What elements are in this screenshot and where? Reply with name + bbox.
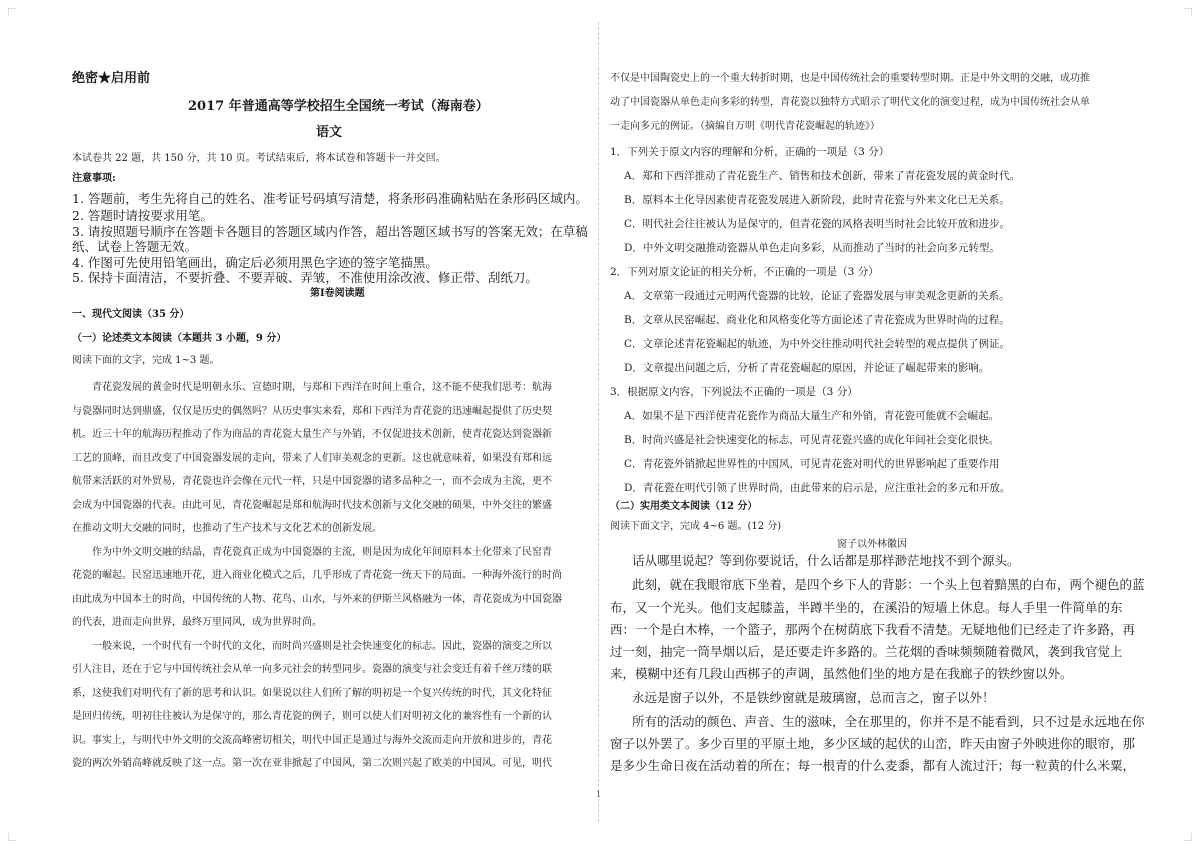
page-number: 1 [596, 790, 602, 799]
passage-line: 是回归传统，明初往往被认为是保守的，那么青花瓷的例子，则可以使人们对明初文化的兼容性有一个新的认 [72, 711, 552, 722]
passage-line: 引人注目，还在于它与中国传统社会从单一向多元社会的转型同步。瓷器的演变与社会变迁有着千丝万缕的联 [72, 664, 552, 675]
question-2-option-d: D．文章提出问题之后，分析了青花瓷崛起的原因，并论证了崛起带来的影响。 [624, 362, 990, 374]
passage-line: 青花瓷发展的黄金时代是明朝永乐、宣德时期，与郑和下西洋在时间上重合，这不能不使我们思考：航海 [92, 382, 552, 393]
passage-line: 由此成为中国本土的时尚，中国传统的人物、花鸟、山水，与外来的伊斯兰风格融为一体，青花瓷成为中国瓷器 [72, 594, 562, 605]
notice-heading: 注意事项: [72, 173, 116, 184]
question-2-option-a: A．文章第一段通过元明两代瓷器的比较，论证了瓷器发展与审美观念更新的关系。 [624, 290, 1010, 302]
essay-line: 来，模糊中还有几段山西梆子的声调，虽然他们坐的地方是在我廊子的铁纱窗以外。 [610, 666, 1073, 681]
passage-line: 工艺的顶峰，而且改变了中国瓷器发展的走向，带来了人们审美观念的更新。这也就意味着，如果没有郑和远 [72, 453, 552, 464]
subsection-heading: （二）实用类文本阅读（12 分） [610, 501, 758, 512]
question-2-option-b: B．文章从民窑崛起、商业化和风格变化等方面论述了青花瓷成为世界时尚的过程。 [624, 314, 1010, 326]
section-heading: 一、现代文阅读（35 分） [72, 309, 190, 320]
passage-line: 一般来说，一个时代有一个时代的文化，而时尚兴盛则是社会快速变化的标志。因此，瓷器的演变之所以 [92, 641, 552, 652]
exam-intro: 本试卷共 22 题，共 150 分，共 10 页。考试结束后，将本试卷和答题卡一并交回。 [72, 153, 446, 164]
question-3-option-b: B．时尚兴盛是社会快速变化的标志，可见青花瓷兴盛的成化年间社会变化很快。 [624, 434, 1000, 446]
passage-line: 识。事实上，与明代中外文明的交流高峰密切相关，明代中国正是通过与海外交流而走向开放和进步的，青花 [72, 735, 552, 746]
essay-line: 话从哪里说起？等到你要说话，什么话都是那样渺茫地找不到个源头。 [632, 553, 1020, 568]
passage-line: 瓷的两次外销高峰就反映了这一点。第一次在亚非掀起了中国风，第二次则兴起了欧美的中国风。可见，明代 [72, 758, 552, 769]
notice-item: 纸、试卷上答题无效。 [72, 239, 198, 254]
passage-line: 会成为中国瓷器的代表。由此可见，青花瓷崛起是郑和航海时代技术创新与文化交融的硕果，中外交往的繁盛 [72, 500, 552, 511]
passage-line: 不仅是中国陶瓷史上的一个重大转折时期，也是中国传统社会的重要转型时期。正是中外文明的交融，成功推 [610, 73, 1090, 84]
essay-line: 窗子以外罢了。多少百里的平原土地，多少区域的起伏的山峦，昨天由窗子外映进你的眼帘，那 [610, 736, 1136, 751]
notice-item: 5. 保持卡面清洁，不要折叠、不要弄破、弄皱，不准使用涂改液、修正带、刮纸刀。 [72, 270, 538, 285]
question-1-option-a: A．郑和下西洋推动了青花瓷生产、销售和技术创新，带来了青花瓷发展的黄金时代。 [624, 170, 1021, 182]
passage-line: 的代表，进而走向世界，最终万里同风，成为世界时尚。 [72, 617, 322, 628]
passage-line: 在推动文明大交融的同时，也推动了生产技术与文化艺术的创新发展。 [72, 523, 382, 534]
essay-line: 此刻，就在我眼帘底下坐着，是四个乡下人的背影：一个头上包着黯黑的白布，两个褪色的蓝 [632, 577, 1145, 592]
passage-line: 航带来活跃的对外贸易，青花瓷也许会像在元代一样，只是中国瓷器的诸多品种之一，而不会成为主流，更不 [72, 476, 552, 487]
corner-mark [1184, 8, 1192, 16]
question-3-option-a: A．如果不是下西洋使青花瓷作为商品大量生产和外销，青花瓷可能就不会崛起。 [624, 410, 1000, 422]
essay-line: 过一刻，抽完一筒旱烟以后，是还要走许多路的。兰花烟的香味频频随着微风，袭到我官觉上 [610, 644, 1123, 659]
corner-mark [1184, 833, 1192, 841]
question-2-option-c: C．文章论述青花瓷崛起的轨迹，为中外交往推动明代社会转型的观点提供了例证。 [624, 338, 1011, 350]
passage-source: 一走向多元的例证。（摘编自万明《明代青花瓷崛起的轨迹》） [610, 121, 880, 132]
column-divider [596, 22, 602, 822]
essay-line: 永远是窗子以外，不是铁纱窗就是玻璃窗，总而言之，窗子以外！ [632, 690, 995, 705]
secret-label: 绝密★启用前 [72, 71, 151, 86]
essay-line: 布，又一个光头。他们支起膝盖，半蹲半坐的，在溪沿的短墙上休息。每人手里一件简单的东 [610, 600, 1123, 615]
question-2: 2．下列对原文论证的相关分析，不正确的一项是（3 分） [610, 266, 879, 278]
notice-item: 4. 作图可先使用铅笔画出，确定后必须用黑色字迹的签字笔描黑。 [72, 255, 438, 270]
passage-line: 花瓷的崛起。民窑迅速地开花，进入商业化模式之后，几乎形成了青花瓷一统天下的局面。一种海外流行的时尚 [72, 570, 562, 581]
reading-instruction: 阅读下面文字，完成 4~6 题。(12 分) [610, 521, 782, 532]
passage-line: 动了中国瓷器从单色走向多彩的转型，青花瓷以独特方式昭示了明代文化的演变过程，成为中国传统社会从单 [610, 97, 1090, 108]
subject-title: 语文 [316, 125, 343, 140]
corner-mark [8, 8, 16, 16]
passage-line: 作为中外文明交融的结晶，青花瓷真正成为中国瓷器的主流，则是因为成化年间原料本土化带来了民窑青 [92, 547, 552, 558]
question-1: 1．下列关于原文内容的理解和分析，正确的一项是（3 分） [610, 146, 890, 158]
notice-item: 3. 请按照题号顺序在答题卡各题目的答题区域内作答，超出答题区域书写的答案无效；在草稿 [72, 224, 588, 239]
question-3-option-c: C．青花瓷外销掀起世界性的中国风，可见青花瓷对明代的世界影响起了重要作用 [624, 458, 1000, 470]
question-3: 3．根据原文内容，下列说法不正确的一项是（3 分） [610, 386, 858, 398]
passage-line: 系，这使我们对明代有了新的思考和认识。如果说以往人们所了解的明初是一个复兴传统的时代，其文化特征 [72, 688, 552, 699]
subsection-heading: （一）论述类文本阅读（本题共 3 小题，9 分） [72, 333, 287, 344]
notice-item: 2. 答题时请按要求用笔。 [72, 208, 213, 223]
passage-line: 与瓷器同时达到鼎盛，仅仅是历史的偶然吗？从历史事实来看，郑和下西洋为青花瓷的迅速崛起提供了历史契 [72, 406, 552, 417]
notice-item: 1. 答题前，考生先将自己的姓名、准考证号码填写清楚，将条形码准确粘贴在条形码区域内。 [72, 191, 588, 206]
reading-instruction: 阅读下面的文字，完成 1~3 题。 [72, 355, 220, 366]
question-1-option-c: C．明代社会往往被认为是保守的，但青花瓷的风格表明当时社会比较开放和进步。 [624, 218, 1011, 230]
question-1-option-b: B．原料本土化导因素使青花瓷发展进入新阶段，此时青花瓷与外来文化已无关系。 [624, 194, 1010, 206]
essay-line: 西：一个是白木棒，一个篮子，那两个在树荫底下我看不清楚。无疑地他们已经走了许多路，再 [610, 622, 1136, 637]
exam-title: 2017 年普通高等学校招生全国统一考试（海南卷） [188, 99, 489, 114]
question-1-option-d: D．中外文明交融推动瓷器从单色走向多彩，从而推动了当时的社会向多元转型。 [624, 242, 1000, 254]
essay-line: 所有的活动的颜色、声音、生的滋味，全在那里的，你并不是不能看到，只不过是永远地在你 [632, 714, 1145, 729]
passage-line: 机。近三十年的航海历程推动了作为商品的青花瓷大量生产与外销，不仅促进技术创新，使青花瓷达到瓷器新 [72, 429, 552, 440]
question-3-option-d: D．青花瓷在明代引领了世界时尚，由此带来的启示是，应注重社会的多元和开放。 [624, 482, 1011, 494]
corner-mark [8, 833, 16, 841]
part-heading: 第Ⅰ卷阅读题 [310, 288, 365, 299]
essay-title: 窗子以外林徽因 [837, 539, 907, 550]
essay-line: 是多少生命日夜在活动着的所在；每一根青的什么麦黍，都有人流过汗；每一粒黄的什么米粟， [610, 758, 1136, 773]
